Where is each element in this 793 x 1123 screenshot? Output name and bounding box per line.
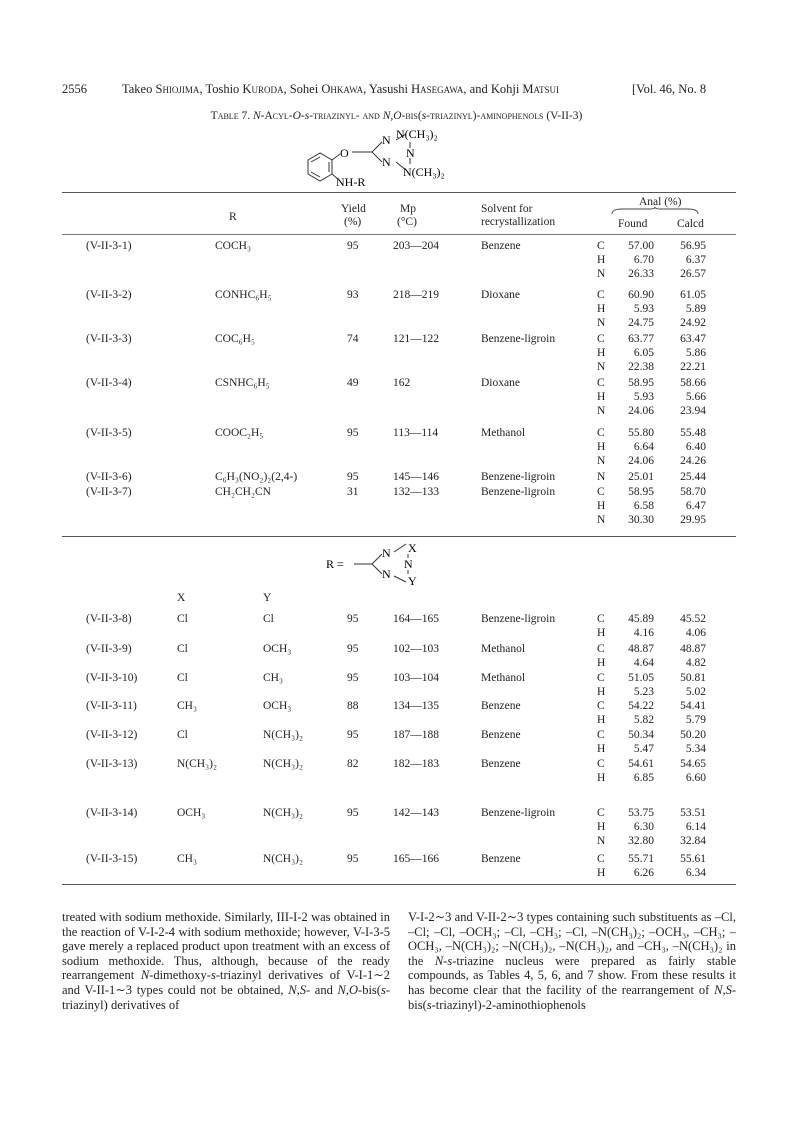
found-value: 5.93 xyxy=(633,391,654,403)
element-symbol: H xyxy=(597,867,606,879)
calcd-value: 4.82 xyxy=(685,657,706,669)
structure-linker: O xyxy=(340,146,349,160)
compound-id: (V-II-3-2) xyxy=(86,289,132,301)
found-value: 6.85 xyxy=(633,772,654,784)
element-symbol: C xyxy=(597,853,605,865)
mp-value: 134—135 xyxy=(393,700,439,712)
calcd-value: 4.06 xyxy=(685,627,706,639)
calcd-value: 63.47 xyxy=(680,333,706,345)
structure-substituent: N(CH₃)₂ xyxy=(403,165,445,179)
element-symbol: H xyxy=(597,657,606,669)
substituent-x: CH₃ xyxy=(177,853,197,865)
mp-value: 121—122 xyxy=(393,333,439,345)
substituent-x: Cl xyxy=(177,672,188,684)
calcd-value: 56.95 xyxy=(680,240,706,252)
element-symbol: H xyxy=(597,686,606,698)
found-value: 54.22 xyxy=(628,700,654,712)
yield-value: 95 xyxy=(347,427,359,439)
found-value: 32.80 xyxy=(628,835,654,847)
mp-value: 132—133 xyxy=(393,486,439,498)
table-top-rule xyxy=(62,192,736,193)
solvent-value: Methanol xyxy=(481,427,526,439)
found-value: 63.77 xyxy=(628,333,654,345)
substituent-r: COCH₃ xyxy=(215,240,251,252)
compound-id: (V-II-3-3) xyxy=(86,333,132,345)
solvent-value: Benzene-ligroin xyxy=(481,333,556,345)
calcd-value: 5.89 xyxy=(685,303,706,315)
structure-ring-atom: N xyxy=(382,155,391,169)
solvent-value: Benzene-ligroin xyxy=(481,613,556,625)
calcd-value: 6.40 xyxy=(685,441,706,453)
body-text-right: V-I-2∼3 and V-II-2∼3 types containing such substituents as –Cl, –Cl; –Cl, –OCH₃; –Cl, –CH₃; –Cl, –N(CH₃)₂; –OCH₃, –CH₃; –OCH₃, –N(CH₃)₂; –N(CH₃)₂, –N(CH₃)₂, and –CH₃, –N(CH₃)₂ in the N-s-triazine nucleus were prepared as fairly stable compounds, as Tables 4, 5, 6, and 7 show. From these results it has become clear that the facility of the rearrangement of N,S-bis(s-triazinyl)-2-aminothiophenols xyxy=(408,910,736,1012)
calcd-value: 24.26 xyxy=(680,455,706,467)
substituent-x: CH₃ xyxy=(177,700,197,712)
element-symbol: C xyxy=(597,807,605,819)
col-header-mp-unit: (°C) xyxy=(397,216,417,228)
calcd-value: 58.70 xyxy=(680,486,706,498)
compound-id: (V-II-3-8) xyxy=(86,613,132,625)
found-value: 4.64 xyxy=(633,657,654,669)
found-value: 5.23 xyxy=(633,686,654,698)
found-value: 6.58 xyxy=(633,500,654,512)
calcd-value: 5.66 xyxy=(685,391,706,403)
element-symbol: N xyxy=(597,268,606,280)
compound-id: (V-II-3-6) xyxy=(86,471,132,483)
substituent-r: CSNHC₆H₅ xyxy=(215,377,270,389)
compound-id: (V-II-3-4) xyxy=(86,377,132,389)
substituent-y: Cl xyxy=(263,613,274,625)
structure-ring-atom: N xyxy=(406,146,415,160)
col-header-solvent-2: recrystallization xyxy=(481,216,556,228)
calcd-value: 6.60 xyxy=(685,772,706,784)
compound-id: (V-II-3-7) xyxy=(86,486,132,498)
mp-value: 162 xyxy=(393,377,411,389)
yield-value: 95 xyxy=(347,807,359,819)
compound-id: (V-II-3-9) xyxy=(86,643,132,655)
calcd-value: 32.84 xyxy=(680,835,706,847)
structure-r-ring-atom: N xyxy=(404,557,413,571)
substituent-y: N(CH₃)₂ xyxy=(263,758,303,770)
structure-r xyxy=(326,540,446,586)
header-rule xyxy=(62,234,736,235)
structure-ring-atom: N xyxy=(382,133,391,147)
element-symbol: N xyxy=(597,405,606,417)
yield-value: 95 xyxy=(347,643,359,655)
solvent-value: Benzene xyxy=(481,758,521,770)
element-symbol: C xyxy=(597,486,605,498)
solvent-value: Benzene-ligroin xyxy=(481,471,556,483)
calcd-value: 5.79 xyxy=(685,714,706,726)
substituent-y: N(CH₃)₂ xyxy=(263,729,303,741)
found-value: 24.75 xyxy=(628,317,654,329)
mp-value: 218—219 xyxy=(393,289,439,301)
element-symbol: C xyxy=(597,427,605,439)
yield-value: 88 xyxy=(347,700,359,712)
solvent-value: Benzene xyxy=(481,729,521,741)
substituent-x: N(CH₃)₂ xyxy=(177,758,217,770)
element-symbol: H xyxy=(597,627,606,639)
element-symbol: C xyxy=(597,672,605,684)
found-value: 5.82 xyxy=(633,714,654,726)
col-header-x: X xyxy=(177,592,186,604)
substituent-r: COC₆H₅ xyxy=(215,333,255,345)
col-header-anal: Anal (%) xyxy=(639,196,682,208)
calcd-value: 53.51 xyxy=(680,807,706,819)
mp-value: 182—183 xyxy=(393,758,439,770)
calcd-value: 58.66 xyxy=(680,377,706,389)
element-symbol: N xyxy=(597,835,606,847)
body-text-left: treated with sodium methoxide. Similarly, III-I-2 was obtained in the reaction of V-I-2-4 with sodium methoxide; however, V-I-3-5 gave merely a replaced product upon treatment with an excess of sodium methoxide. Thus, although, because of the ready rearrangement N-dimethoxy-s-triazinyl derivatives of V-I-1∼2 and V-II-1∼3 types could not be obtained, N,S- and N,O-bis(s-triazinyl) derivatives of xyxy=(62,910,391,1012)
col-header-calcd: Calcd xyxy=(677,218,704,230)
solvent-value: Benzene-ligroin xyxy=(481,486,556,498)
col-header-solvent: Solvent for xyxy=(481,203,533,215)
yield-value: 95 xyxy=(347,672,359,684)
found-value: 6.64 xyxy=(633,441,654,453)
found-value: 6.70 xyxy=(633,254,654,266)
structure-top xyxy=(290,126,520,188)
structure-amine: NH-R xyxy=(336,175,366,188)
found-value: 6.30 xyxy=(633,821,654,833)
found-value: 57.00 xyxy=(628,240,654,252)
found-value: 24.06 xyxy=(628,405,654,417)
calcd-value: 26.57 xyxy=(680,268,706,280)
col-header-r: R xyxy=(229,211,237,223)
element-symbol: C xyxy=(597,240,605,252)
element-symbol: H xyxy=(597,441,606,453)
col-header-yield: Yield xyxy=(341,203,366,215)
compound-id: (V-II-3-15) xyxy=(86,853,138,865)
calcd-value: 23.94 xyxy=(680,405,706,417)
section-rule xyxy=(62,536,736,537)
calcd-value: 55.48 xyxy=(680,427,706,439)
found-value: 24.06 xyxy=(628,455,654,467)
element-symbol: N xyxy=(597,455,606,467)
yield-value: 31 xyxy=(347,486,359,498)
found-value: 6.26 xyxy=(633,867,654,879)
substituent-x: Cl xyxy=(177,613,188,625)
found-value: 48.87 xyxy=(628,643,654,655)
calcd-value: 45.52 xyxy=(680,613,706,625)
element-symbol: H xyxy=(597,347,606,359)
structure-r-x: X xyxy=(408,541,417,555)
col-header-yield-unit: (%) xyxy=(344,216,362,228)
element-symbol: H xyxy=(597,303,606,315)
yield-value: 82 xyxy=(347,758,359,770)
substituent-r: CONHC₆H₅ xyxy=(215,289,272,301)
calcd-value: 50.81 xyxy=(680,672,706,684)
found-value: 5.47 xyxy=(633,743,654,755)
element-symbol: C xyxy=(597,729,605,741)
calcd-value: 22.21 xyxy=(680,361,706,373)
yield-value: 74 xyxy=(347,333,359,345)
yield-value: 49 xyxy=(347,377,359,389)
element-symbol: N xyxy=(597,514,606,526)
yield-value: 95 xyxy=(347,613,359,625)
element-symbol: H xyxy=(597,254,606,266)
element-symbol: H xyxy=(597,391,606,403)
element-symbol: C xyxy=(597,333,605,345)
col-header-found: Found xyxy=(618,218,648,230)
col-header-mp: Mp xyxy=(400,203,416,215)
structure-r-ring-atom: N xyxy=(382,567,391,581)
found-value: 26.33 xyxy=(628,268,654,280)
table-caption: Table 7. N-Acyl-O-s-triazinyl- and N,O-bis(s-triazinyl)-aminophenols (V-II-3) xyxy=(210,110,583,122)
running-head-volume: [Vol. 46, No. 8 xyxy=(632,82,707,96)
compound-id: (V-II-3-12) xyxy=(86,729,138,741)
solvent-value: Benzene-ligroin xyxy=(481,807,556,819)
structure-substituent: N(CH₃)₂ xyxy=(396,127,438,141)
substituent-r: COOC₂H₅ xyxy=(215,427,264,439)
mp-value: 103—104 xyxy=(393,672,439,684)
mp-value: 187—188 xyxy=(393,729,439,741)
found-value: 6.05 xyxy=(633,347,654,359)
element-symbol: N xyxy=(597,317,606,329)
substituent-r: CH₂CH₂CN xyxy=(215,486,271,498)
calcd-value: 6.34 xyxy=(685,867,706,879)
calcd-value: 54.41 xyxy=(680,700,706,712)
found-value: 5.93 xyxy=(633,303,654,315)
calcd-value: 6.14 xyxy=(685,821,706,833)
calcd-value: 24.92 xyxy=(680,317,706,329)
calcd-value: 25.44 xyxy=(680,471,706,483)
element-symbol: H xyxy=(597,821,606,833)
element-symbol: C xyxy=(597,289,605,301)
found-value: 30.30 xyxy=(628,514,654,526)
solvent-value: Dioxane xyxy=(481,289,520,301)
element-symbol: H xyxy=(597,500,606,512)
found-value: 45.89 xyxy=(628,613,654,625)
substituent-x: Cl xyxy=(177,643,188,655)
yield-value: 95 xyxy=(347,471,359,483)
structure-r-y: Y xyxy=(408,574,417,586)
yield-value: 93 xyxy=(347,289,359,301)
solvent-value: Methanol xyxy=(481,643,526,655)
mp-value: 145—146 xyxy=(393,471,439,483)
found-value: 58.95 xyxy=(628,486,654,498)
solvent-value: Benzene xyxy=(481,853,521,865)
compound-id: (V-II-3-13) xyxy=(86,758,138,770)
element-symbol: N xyxy=(597,361,606,373)
substituent-y: N(CH₃)₂ xyxy=(263,807,303,819)
mp-value: 113—114 xyxy=(393,427,439,439)
substituent-y: OCH₃ xyxy=(263,700,292,712)
calcd-value: 5.86 xyxy=(685,347,706,359)
page-number: 2556 xyxy=(62,82,87,96)
mp-value: 164—165 xyxy=(393,613,439,625)
solvent-value: Dioxane xyxy=(481,377,520,389)
compound-id: (V-II-3-11) xyxy=(86,700,137,712)
element-symbol: N xyxy=(597,471,606,483)
found-value: 60.90 xyxy=(628,289,654,301)
yield-value: 95 xyxy=(347,729,359,741)
mp-value: 165—166 xyxy=(393,853,439,865)
found-value: 51.05 xyxy=(628,672,654,684)
found-value: 22.38 xyxy=(628,361,654,373)
calcd-value: 6.47 xyxy=(685,500,706,512)
calcd-value: 50.20 xyxy=(680,729,706,741)
found-value: 50.34 xyxy=(628,729,654,741)
found-value: 58.95 xyxy=(628,377,654,389)
solvent-value: Benzene xyxy=(481,700,521,712)
solvent-value: Benzene xyxy=(481,240,521,252)
found-value: 55.80 xyxy=(628,427,654,439)
compound-id: (V-II-3-1) xyxy=(86,240,132,252)
substituent-y: CH₃ xyxy=(263,672,283,684)
compound-id: (V-II-3-14) xyxy=(86,807,138,819)
element-symbol: C xyxy=(597,377,605,389)
calcd-value: 48.87 xyxy=(680,643,706,655)
table-bottom-rule xyxy=(62,884,736,885)
element-symbol: H xyxy=(597,743,606,755)
substituent-x: OCH₃ xyxy=(177,807,206,819)
running-head-authors: Takeo Shiojima, Toshio Kuroda, Sohei Ohkawa, Yasushi Hasegawa, and Kohji Matsui xyxy=(122,82,560,96)
calcd-value: 5.02 xyxy=(685,686,706,698)
anal-brace xyxy=(610,207,700,215)
calcd-value: 54.65 xyxy=(680,758,706,770)
compound-id: (V-II-3-5) xyxy=(86,427,132,439)
yield-value: 95 xyxy=(347,853,359,865)
substituent-y: OCH₃ xyxy=(263,643,292,655)
yield-value: 95 xyxy=(347,240,359,252)
found-value: 54.61 xyxy=(628,758,654,770)
element-symbol: H xyxy=(597,772,606,784)
calcd-value: 55.61 xyxy=(680,853,706,865)
element-symbol: C xyxy=(597,700,605,712)
substituent-x: Cl xyxy=(177,729,188,741)
structure-r-ring-atom: N xyxy=(382,546,391,560)
calcd-value: 29.95 xyxy=(680,514,706,526)
element-symbol: C xyxy=(597,758,605,770)
mp-value: 203—204 xyxy=(393,240,439,252)
element-symbol: C xyxy=(597,613,605,625)
structure-r-prefix: R = xyxy=(326,557,344,571)
calcd-value: 5.34 xyxy=(685,743,706,755)
mp-value: 142—143 xyxy=(393,807,439,819)
substituent-r: C₆H₃(NO₂)₂(2,4-) xyxy=(215,471,298,483)
found-value: 55.71 xyxy=(628,853,654,865)
calcd-value: 6.37 xyxy=(685,254,706,266)
found-value: 25.01 xyxy=(628,471,654,483)
found-value: 53.75 xyxy=(628,807,654,819)
compound-id: (V-II-3-10) xyxy=(86,672,138,684)
substituent-y: N(CH₃)₂ xyxy=(263,853,303,865)
calcd-value: 61.05 xyxy=(680,289,706,301)
element-symbol: H xyxy=(597,714,606,726)
solvent-value: Methanol xyxy=(481,672,526,684)
col-header-y: Y xyxy=(263,592,272,604)
mp-value: 102—103 xyxy=(393,643,439,655)
element-symbol: C xyxy=(597,643,605,655)
found-value: 4.16 xyxy=(633,627,654,639)
